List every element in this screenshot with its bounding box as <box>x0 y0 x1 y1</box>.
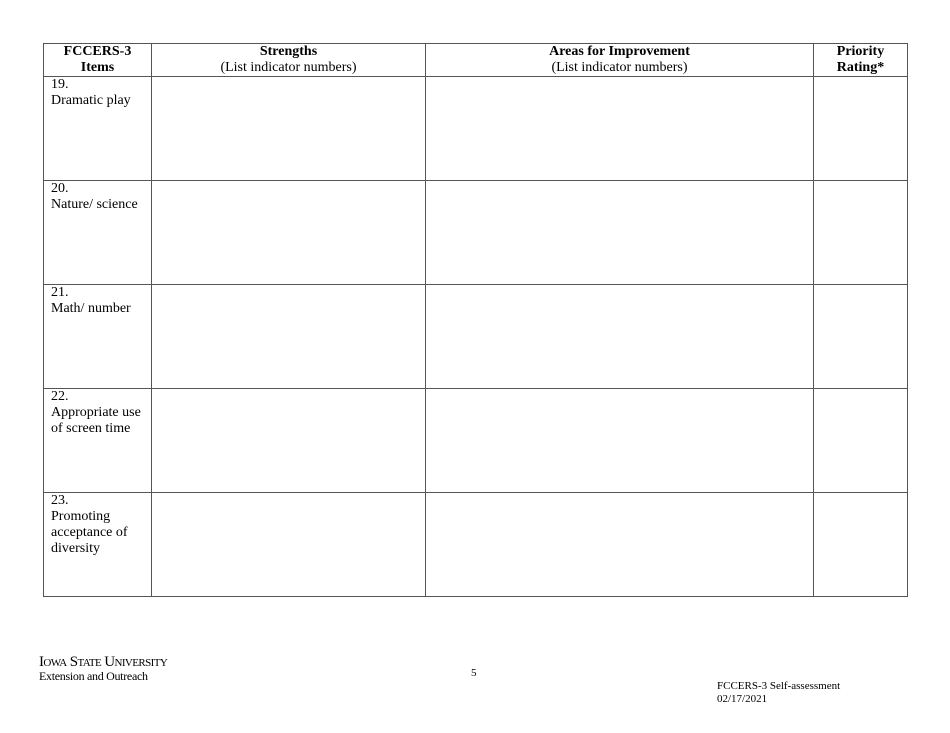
document-info <box>717 680 840 706</box>
page-number: 5 <box>471 667 477 679</box>
strengths-cell[interactable] <box>152 181 426 285</box>
item-name: Dramatic play <box>51 93 131 108</box>
item-number: 23. <box>51 493 69 508</box>
item-cell <box>44 285 152 389</box>
header-items-title: FCCERS-3 <box>63 44 132 59</box>
header-priority-title: Priority <box>836 44 885 59</box>
header-row <box>44 44 908 77</box>
improvement-cell[interactable] <box>426 77 814 181</box>
self-assessment-table <box>43 43 908 597</box>
item-number: 20. <box>51 181 69 196</box>
item-number: 21. <box>51 285 69 300</box>
header-items-sub: Items <box>80 60 115 75</box>
item-cell <box>44 181 152 285</box>
item-cell <box>44 389 152 493</box>
item-cell <box>44 493 152 597</box>
strengths-cell[interactable] <box>152 77 426 181</box>
logo-title: Iowa State University <box>39 654 168 670</box>
header-strengths-sub: (List indicator numbers) <box>220 60 357 75</box>
strengths-cell[interactable] <box>152 493 426 597</box>
strengths-cell[interactable] <box>152 389 426 493</box>
university-logo <box>39 655 167 683</box>
item-name: Nature/ science <box>51 197 138 212</box>
improvement-cell[interactable] <box>426 181 814 285</box>
item-number: 22. <box>51 389 69 404</box>
table-row <box>44 493 908 597</box>
header-strengths <box>152 44 426 77</box>
header-priority-sub: Rating* <box>836 60 885 75</box>
priority-cell[interactable] <box>814 493 908 597</box>
document-date: 02/17/2021 <box>717 693 768 705</box>
priority-cell[interactable] <box>814 389 908 493</box>
item-cell <box>44 77 152 181</box>
priority-cell[interactable] <box>814 285 908 389</box>
header-priority <box>814 44 908 77</box>
header-improvement <box>426 44 814 77</box>
logo-subtitle: Extension and Outreach <box>39 669 148 683</box>
item-name: Math/ number <box>51 301 131 316</box>
document-title: FCCERS-3 Self-assessment <box>717 680 841 692</box>
table-row <box>44 285 908 389</box>
strengths-cell[interactable] <box>152 285 426 389</box>
table-row <box>44 389 908 493</box>
header-improvement-title: Areas for Improvement <box>549 44 690 59</box>
item-name: Promoting acceptance of diversity <box>51 509 128 556</box>
priority-cell[interactable] <box>814 77 908 181</box>
header-improvement-sub: (List indicator numbers) <box>551 60 688 75</box>
header-items <box>44 44 152 77</box>
item-number: 19. <box>51 77 69 92</box>
table-row <box>44 77 908 181</box>
item-name: Appropriate use of screen time <box>51 405 141 436</box>
improvement-cell[interactable] <box>426 389 814 493</box>
improvement-cell[interactable] <box>426 493 814 597</box>
header-strengths-title: Strengths <box>259 44 318 59</box>
priority-cell[interactable] <box>814 181 908 285</box>
improvement-cell[interactable] <box>426 285 814 389</box>
table-row <box>44 181 908 285</box>
